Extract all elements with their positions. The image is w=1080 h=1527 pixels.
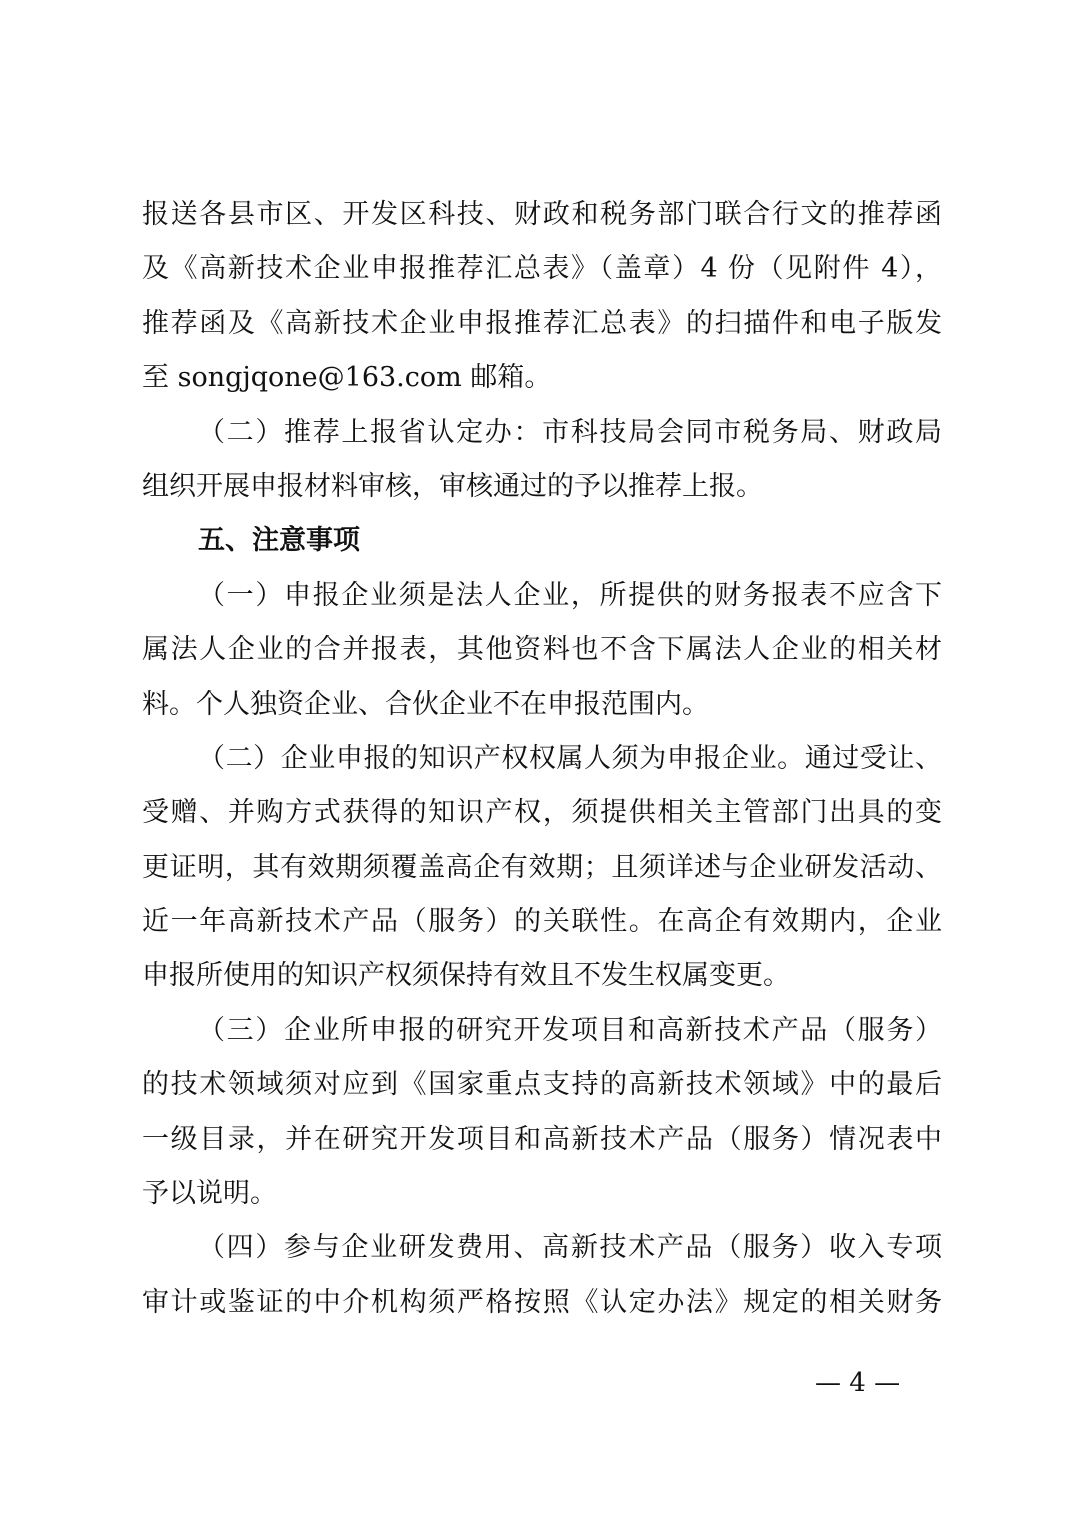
paragraph-line: 审计或鉴证的中介机构须严格按照《认定办法》规定的相关财务 bbox=[142, 1286, 942, 1318]
email-line: 至 songjqone@163.com 邮箱。 bbox=[142, 362, 552, 394]
paragraph-line: 予以说明。 bbox=[142, 1178, 277, 1210]
paragraph-line: 更证明，其有效期须覆盖高企有效期；且须详述与企业研发活动、 bbox=[142, 851, 942, 883]
paragraph-line: 推荐函及《高新技术企业申报推荐汇总表》的扫描件和电子版发 bbox=[142, 307, 942, 339]
page-number: — 4 — bbox=[815, 1368, 901, 1398]
paragraph-line: 受赠、并购方式获得的知识产权，须提供相关主管部门出具的变 bbox=[142, 797, 942, 829]
section-heading: 五、注意事项 bbox=[198, 525, 360, 557]
body-text bbox=[142, 188, 942, 1330]
paragraph-line: 报送各县市区、开发区科技、财政和税务部门联合行文的推荐函 bbox=[142, 199, 942, 230]
paragraph-line: 及《高新技术企业申报推荐汇总表》（盖章）4 份（见附件 4）， bbox=[142, 253, 942, 285]
paragraph-line: 一级目录，并在研究开发项目和高新技术产品（服务）情况表中 bbox=[142, 1123, 942, 1155]
paragraph-line: 料。个人独资企业、合伙企业不在申报范围内。 bbox=[142, 688, 709, 720]
paragraph-line: 的技术领域须对应到《国家重点支持的高新技术领域》中的最后 bbox=[142, 1069, 942, 1101]
paragraph-line: 申报所使用的知识产权须保持有效且不发生权属变更。 bbox=[142, 960, 790, 992]
paragraph-line: 近一年高新技术产品（服务）的关联性。在高企有效期内，企业 bbox=[142, 906, 942, 938]
paragraph-line: （二）推荐上报省认定办：市科技局会同市税务局、财政局 bbox=[198, 416, 942, 448]
paragraph-line: （三）企业所申报的研究开发项目和高新技术产品（服务） bbox=[198, 1014, 942, 1046]
paragraph-line: （二）企业申报的知识产权权属人须为申报企业。通过受让、 bbox=[198, 742, 942, 774]
paragraph-line: 属法人企业的合并报表，其他资料也不含下属法人企业的相关材 bbox=[142, 634, 942, 666]
paragraph-line: 组织开展申报材料审核，审核通过的予以推荐上报。 bbox=[142, 470, 763, 502]
paragraph-line: （四）参与企业研发费用、高新技术产品（服务）收入专项 bbox=[198, 1232, 942, 1264]
paragraph-line: （一）申报企业须是法人企业，所提供的财务报表不应含下 bbox=[198, 579, 942, 611]
